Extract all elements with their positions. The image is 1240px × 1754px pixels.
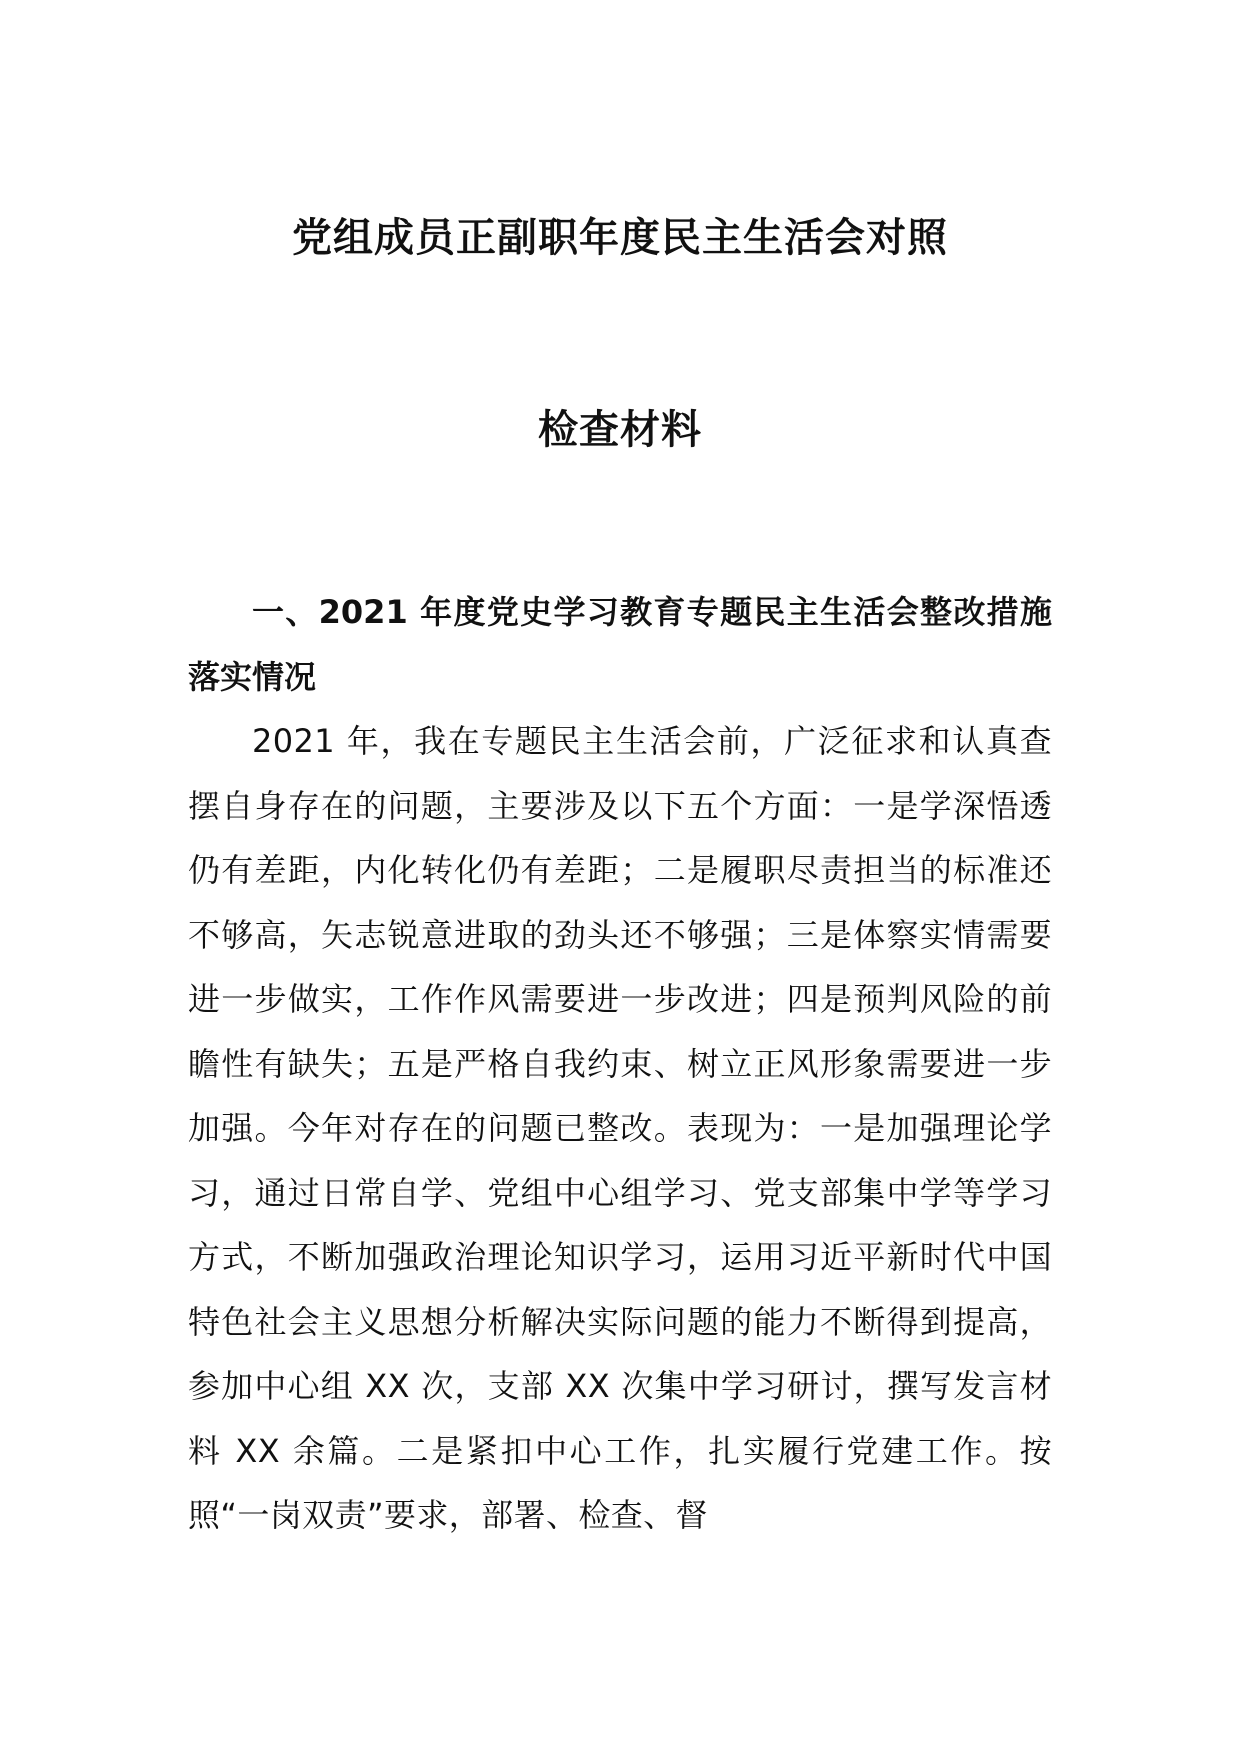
body-paragraph: 2021 年，我在专题民主生活会前，广泛征求和认真查摆自身存在的问题，主要涉及以下五个方面：一是学深悟透仍有差距，内化转化仍有差距；二是履职尽责担当的标准还不够高，矢志锐意进取的劲头还不够强；三是体察实情需要进一步做实，工作作风需要进一步改进；四是预判风险的前瞻性有缺失；五是严格自我约束、树立正风形象需要进一步加强。今年对存在的问题已整改。表现为：一是加强理论学习，通过日常自学、党组中心组学习、党支部集中学等学习方式，不断加强政治理论知识学习，运用习近平新时代中国特色社会主义思想分析解决实际问题的能力不断得到提高，参加中心组 XX 次，支部 XX 次集中学习研讨，撰写发言材料 XX 余篇。二是紧扣中心工作，扎实履行党建工作。按照“一岗双责”要求，部署、检查、督: [188, 722, 1052, 1534]
document-title-line-2: 检查材料: [538, 407, 702, 453]
document-title-line-1: 党组成员正副职年度民主生活会对照: [292, 215, 948, 261]
section-heading: 一、2021 年度党史学习教育专题民主生活会整改措施落实情况: [188, 593, 1052, 696]
document-body: [188, 580, 1052, 1548]
